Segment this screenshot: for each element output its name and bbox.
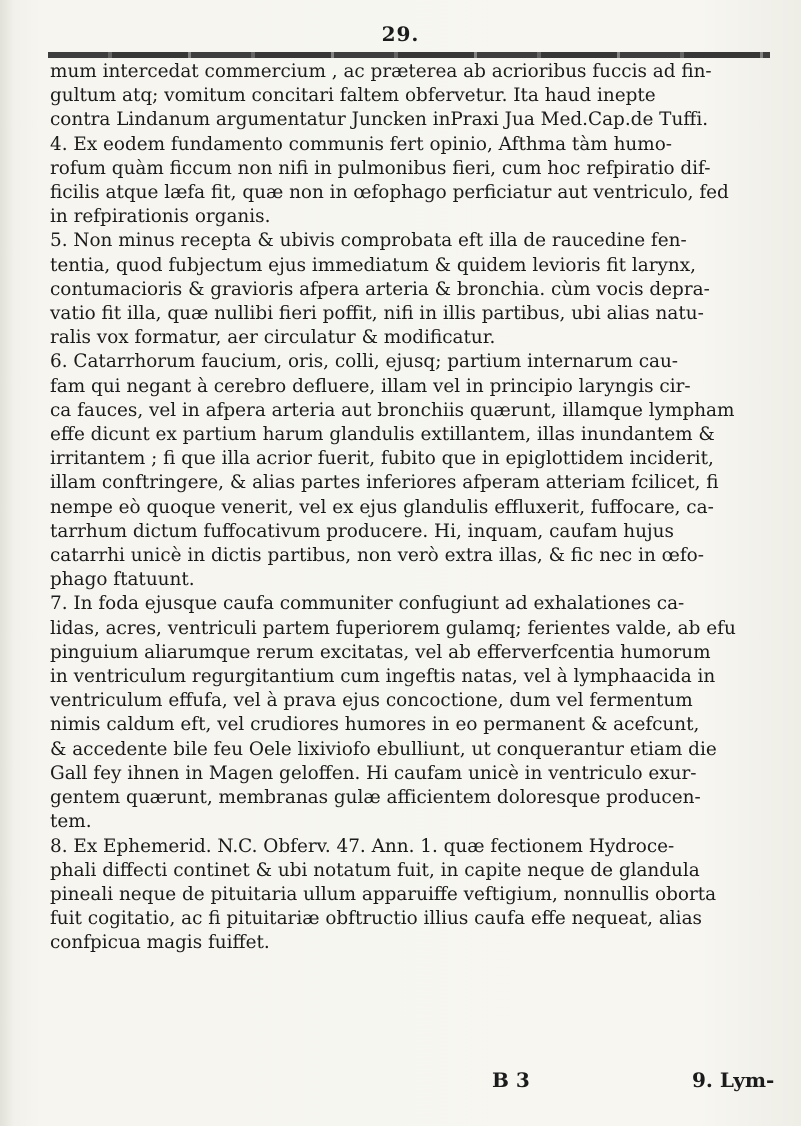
text-line: contra Lindanum argumentatur Juncken inPraxi Jua Med.Cap.de Tuffi. (50, 109, 709, 131)
text-line: nempe eò quoque venerit, vel ex ejus glandulis effluxerit, fuffocare, ca- (50, 496, 714, 518)
text-line: pineali neque de pituitaria ullum apparuiffe veftigium, nonnullis oborta (50, 883, 717, 905)
text-line: in ventriculum regurgitantium cum ingeftis natas, vel à lymphaacida in (50, 666, 716, 688)
text-line: ficilis atque lӕfa fit, quӕ non in œfophago perficiatur aut ventriculo, fed (50, 182, 729, 204)
text-line: catarrhi unicè in dictis partibus, non verò extra illas, & fic nec in œfo- (50, 545, 704, 567)
text-line: ralis vox formatur, aer circulatur & modificatur. (50, 327, 496, 349)
text-line: vatio fit illa, quӕ nullibi fieri poffit, nifi in illis partibus, ubi alias natu- (50, 303, 704, 325)
text-line: phago ftatuunt. (50, 569, 195, 591)
catchword: 9. Lym- (692, 1068, 775, 1092)
text-line: & accedente bile feu Oele lixiviofo ebulliunt, ut conquerantur etiam die (50, 738, 717, 760)
signature-mark: B 3 (492, 1068, 530, 1092)
text-line: ventriculum effufa, vel à prava ejus concoctione, dum vel fermentum (50, 690, 693, 712)
text-line: Gall fey ihnen in Magen geloffen. Hi caufam unicè in ventriculo exur- (50, 762, 697, 784)
text-line: tentia, quod fubjectum ejus immediatum & quidem levioris fit larynx, (50, 254, 696, 276)
text-line: rofum quàm ficcum non nifi in pulmonibus fieri, cum hoc refpiratio dif- (50, 157, 711, 179)
text-line: fam qui negant à cerebro defluere, illam vel in principio laryngis cir- (50, 375, 691, 397)
text-line: illam conftringere, & alias partes inferiores afperam atteriam fcilicet, fi (50, 472, 719, 494)
header-rule (48, 52, 770, 58)
text-line: contumacioris & gravioris afpera arteria & bronchia. cùm vocis depra- (50, 278, 710, 300)
text-line: confpicua magis fuiffet. (50, 932, 270, 954)
body-text (50, 60, 780, 956)
text-line: 8. Ex Ephemerid. N.C. Obferv. 47. Ann. 1. quӕ fectionem Hydroce- (50, 835, 675, 857)
text-line: 4. Ex eodem fundamento communis fert opinio, Afthma tàm humo- (50, 133, 672, 155)
text-line: tem. (50, 811, 92, 833)
page-number: 29. (381, 22, 420, 46)
text-line: tarrhum dictum fuffocativum producere. Hi, inquam, caufam hujus (50, 520, 674, 542)
text-line: lidas, acres, ventriculi partem fuperiorem gulamq; ferientes valde, ab efu (50, 617, 736, 639)
text-line: ca fauces, vel in afpera arteria aut bronchiis quӕrunt, illamque lympham (50, 399, 735, 421)
text-line: 7. In foda ejusque caufa communiter confugiunt ad exhalationes ca- (50, 593, 685, 615)
text-line: gultum atq; vomitum concitari faltem obfervetur. Ita haud inepte (50, 85, 656, 107)
text-line: mum intercedat commercium , ac prӕterea ab acrioribus fuccis ad fin- (50, 61, 712, 82)
page-edge-shadow (0, 0, 14, 1126)
text-line: fuit cogitatio, ac fi pituitariӕ obftructio illius caufa effe nequeat, alias (50, 908, 702, 930)
text-line: effe dicunt ex partium harum glandulis extillantem, illas inundantem & (50, 424, 715, 446)
text-line: gentem quӕrunt, membranas gulӕ afficientem doloresque producen- (50, 787, 701, 809)
text-line: irritantem ; fi que illa acrior fuerit, fubito que in epiglottidem inciderit, (50, 448, 714, 470)
text-line: in refpirationis organis. (50, 206, 271, 228)
text-line: phali diffecti continet & ubi notatum fuit, in capite neque de glandula (50, 859, 700, 881)
text-line: nimis caldum eft, vel crudiores humores in eo permanent & acefcunt, (50, 714, 700, 736)
text-line: 5. Non minus recepta & ubivis comprobata eft illa de raucedine fen- (50, 230, 687, 252)
text-line: pinguium aliarumque rerum excitatas, vel ab efferverfcentia humorum (50, 641, 711, 663)
text-line: 6. Catarrhorum faucium, oris, colli, ejusq; partium internarum cau- (50, 351, 679, 373)
